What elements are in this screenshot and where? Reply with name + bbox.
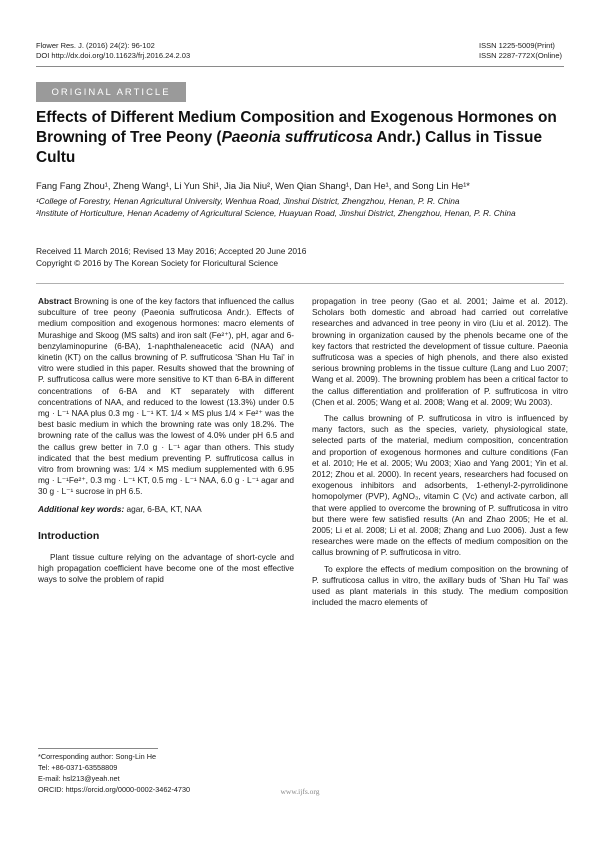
abstract-text: Browning is one of the key factors that influenced the callus subculture of tree peony (Paeonia suffruticosa Andr.). Effects of medium composition and exogenous hormones: macro elements of Murashige and Skoog (MS salts) and iron salt (Fe²⁺), pH, agar and 6-benzylaminopurine (6-BA), 1-naphthaleneacetic acid (NAA) and kinetin (KT) on the callus browning of P. suffruticosa 'Shan Hu Tai' in vitro were studied in this paper. Results showed that the browning of P. suffruticosa callus were more sensitive to KT than 6-BA in different concentrations of 6-BA and KT separately with different concentrations of NAA, and reduced to the lowest (13.3%) under 0.5 mg · L⁻¹ NAA plus 0.3 mg · L⁻¹ KT. 1/4 × MS plus 1/4 × Fe²⁺ was the best basic medium in which the browning rate was only 18.2%. The browning rate of the callus was the lowest of 4.0% under pH 6.5 and the callus grew better in 7.0 g · L⁻¹ agar than others. This study indicated that the best medium preventing P. suffruticosa callus in vitro from browning was: 1/4 × MS medium supplemented with 6.95 mg · L⁻¹Fe²⁺, 0.3 mg · L⁻¹ KT, 0.5 mg · L⁻¹ NAA, 6.0 g · L⁻¹ agar and 30 g · L⁻¹ sucrose in pH 6.5. — [38, 296, 294, 497]
abstract — [38, 296, 294, 498]
orcid-link[interactable]: ORCID: https://orcid.org/0000-0002-3462-4730 — [38, 785, 191, 794]
right-column — [312, 296, 568, 608]
affiliations — [36, 196, 566, 219]
journal-website[interactable]: www.ijfs.org — [280, 787, 320, 796]
received-dates: Received 11 March 2016; Revised 13 May 2016; Accepted 20 June 2016 — [36, 246, 307, 256]
article-title — [36, 108, 566, 168]
issn-info — [479, 41, 562, 61]
author-list: Fang Fang Zhou¹, Zheng Wang¹, Li Yun Shi¹, Jia Jia Niu², Wen Qian Shang¹, Dan He¹, and Song Lin He¹* — [36, 181, 470, 191]
copyright-line: Copyright © 2016 by The Korean Society for Floricultural Science — [36, 257, 279, 268]
left-column — [38, 296, 294, 586]
title-part-1: Effects of Different Medium Composition and Exogenous Hormones on Browning of Tree Peony ( — [36, 109, 557, 146]
phone-number: Tel: +86-0371-63558809 — [38, 763, 118, 772]
intro-paragraph-2: The callus browning of P. suffruticosa in vitro is influenced by many factors, such as the species, variety, physiological state, selected parts of the material, medium composition, concentration and proportion of exogenous hormones and culture conditions (Fan et al. 2010; He et al. 2005; Wu 2003; Xiao and Yang 2001; Yin et al. 2012; Zhou et al. 2000). In recent years, researchers had focused on exogenous inhibitors and adsorbents, 1-ethenyl-2-pyrrolidinone homopolymer (PVP), AgNO₃, vitamin C (Vc) and activate carbon, all that were applied to overcome the browning of P. suffruticosa in vitro but there were few satisfied results (An and Zhao 2005; He et al. 2005; Li et al. 2008; Li et al. 2008; Zhang and Luo 2006). Just a few researches were made on the effects of medium composition on the callus browning of P. suffruticosa in vitro. — [312, 413, 568, 558]
keywords-label: Additional key words: — [38, 503, 125, 514]
journal-info — [36, 41, 190, 61]
email-address[interactable]: E-mail: hsl213@yeah.net — [38, 774, 120, 783]
intro-paragraph-1-cont: propagation in tree peony (Gao et al. 2001; Jaime et al. 2012). Scholars both domestic and abroad had carried out correlative researches and advanced in tree peony in viro (Liu et al. 2012). The browning in organization caused by the phenols became one of the key factors that restricted the development of tissue culture. Paeonia suffruticosa was a species of high phenols, and there also existed serious browning problems in the tissue culture (Lang and Luo 2007; Wang et al. 2009). The browning problem has been a critical factor to the callus differentiation and proliferation of P. suffruticosa in vitro (Chen et al. 2005; Wang et al. 2008; Wang et al. 2009; Wu 2003). — [312, 296, 568, 407]
title-part-2: Andr.) Callus in Tissue Cultu — [36, 129, 543, 166]
issn-online: ISSN 2287-772X(Online) — [479, 51, 562, 60]
keywords — [38, 504, 294, 515]
journal-citation: Flower Res. J. (2016) 24(2): 96-102 — [36, 41, 155, 50]
intro-paragraph-1: Plant tissue culture relying on the advantage of short-cycle and high propagation coefficient have become one of the most effective ways to solve the problem of rapid — [38, 552, 294, 585]
doi-link[interactable]: DOI http://dx.doi.org/10.11623/frj.2016.24.2.03 — [36, 51, 191, 60]
affiliation-1: ¹College of Forestry, Henan Agricultural University, Wenhua Road, Jinshui District, Zhengzhou, Henan, P. R. China — [36, 196, 460, 206]
article-history — [36, 246, 566, 269]
title-species: Paeonia suffruticosa — [221, 129, 373, 146]
abstract-label: Abstract — [38, 296, 72, 306]
affiliation-2: ²Institute of Horticulture, Henan Academy of Agricultural Science, Huayuan Road, Jinshui District, Zhengzhou, Henan, P. R. China — [36, 207, 516, 218]
issn-print: ISSN 1225-5009(Print) — [479, 41, 555, 50]
section-divider — [36, 283, 564, 284]
keywords-text: agar, 6-BA, KT, NAA — [124, 503, 202, 514]
corresponding-author: *Corresponding author: Song-Lin He — [38, 752, 157, 761]
introduction-heading: Introduction — [38, 529, 100, 542]
header-divider — [36, 66, 564, 67]
intro-paragraph-3: To explore the effects of medium composition on the browning of P. suffruticosa callus in vitro, the axillary buds of 'Shan Hu Tai' was used as plant materials in this study. The medium composition included the macro elements of — [312, 563, 568, 608]
article-type-badge: ORIGINAL ARTICLE — [36, 82, 186, 102]
footnote-divider — [38, 748, 158, 749]
